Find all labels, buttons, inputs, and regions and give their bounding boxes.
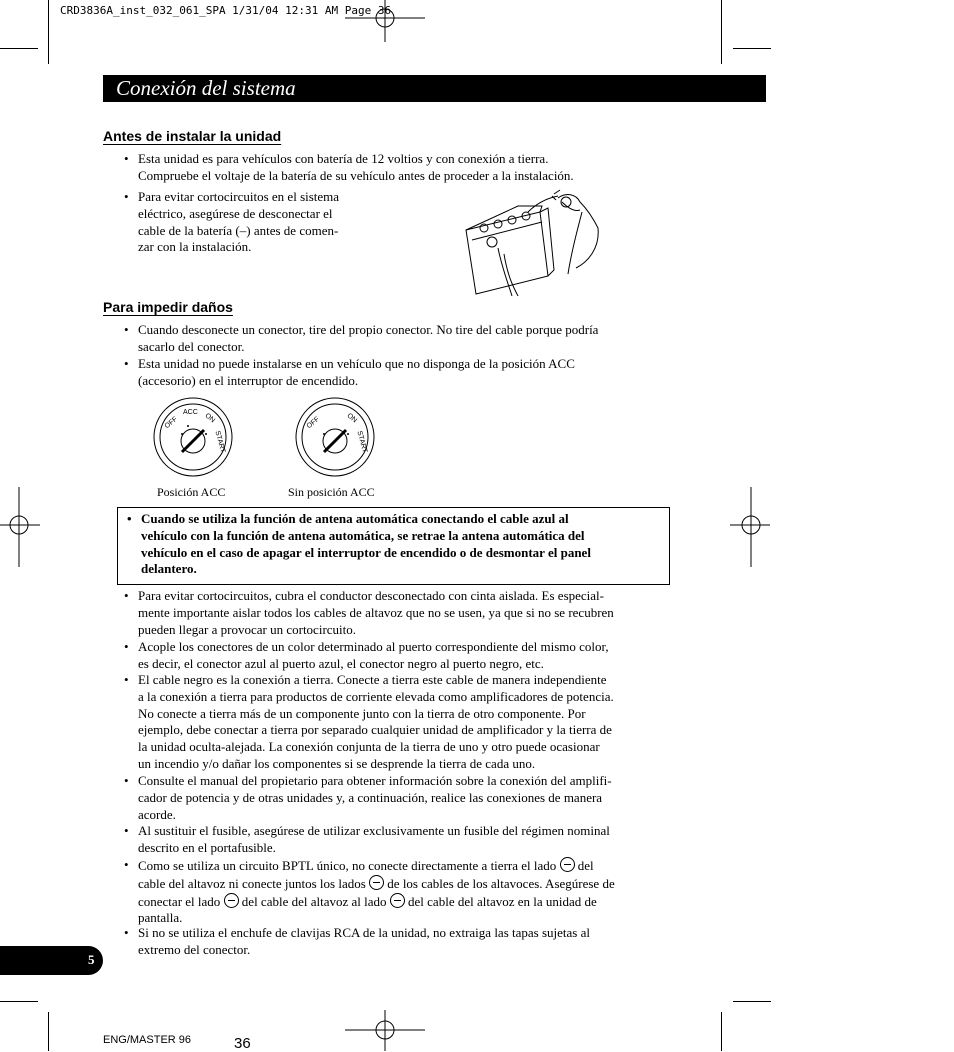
caption-acc: Posición ACC	[157, 485, 226, 499]
list-item	[124, 189, 384, 259]
minus-terminal-icon	[560, 857, 575, 872]
crop-mark	[721, 1012, 722, 1051]
list-item	[124, 588, 684, 640]
list-item-text: Para evitar cortocircuitos, cubra el conductor desconectado con cinta aislada. Es especial- mente importante aislar todos los cables de altavoz que no se usen, ya que si no se recubren pueden llegar a provocar un cortocircuito.	[138, 588, 614, 637]
list-item-text: Cuando desconecte un conector, tire del propio conector. No tire del cable porque podría sacarlo del conector.	[138, 322, 599, 354]
page-number: 36	[234, 1035, 251, 1052]
switch-label: ON	[203, 412, 216, 425]
crop-mark	[733, 1001, 771, 1002]
battery-illustration	[458, 188, 608, 298]
bullet-dot: •	[124, 356, 129, 371]
registration-mark-bottom	[345, 1010, 425, 1051]
list-item-text: Esta unidad no puede instalarse en un vehículo que no disponga de la posición ACC (accesorio) en el interruptor de encendido.	[138, 356, 575, 388]
list-item-text: Consulte el manual del propietario para obtener información sobre la conexión del amplifi- cador de potencia y de otras unidades y, a continuación, realice las conexiones de manera acorde.	[138, 773, 612, 822]
bullet-dot: •	[124, 823, 129, 838]
crop-mark	[48, 1012, 49, 1051]
caption-no-acc: Sin posición ACC	[288, 485, 375, 499]
page-title: Conexión del sistema	[116, 76, 296, 100]
bullet-dot: •	[124, 925, 129, 940]
list-item	[124, 672, 684, 774]
switch-label: ON	[345, 412, 358, 425]
list-item-text: El cable negro es la conexión a tierra. Conecte a tierra este cable de manera independiente a la conexión a tierra para productos de corriente elevada como amplificadores de potencia. No conecte a tierra más de un componente junto con la tierra de otro componente. Por ejemplo, debe conectar a tierra por separado cualquier unidad de amplificador y la tierra de la unidad oculta-alejada. La conexión conjunta de la tierra de uno y otro puede ocasionar un incendio y/o dañar los componentes si se desprende la tierra de cada uno.	[138, 672, 614, 771]
warning-text: Cuando se utiliza la función de antena automática conectando el cable azul al vehículo con la función de antena automática, se retrae la antena automática del vehículo en el caso de apagar el interruptor de encendido o de desmontar el panel delantero.	[141, 511, 591, 577]
ignition-switch-acc-icon	[152, 396, 234, 478]
minus-terminal-icon	[390, 893, 405, 908]
crop-mark	[0, 1001, 38, 1002]
bullet-dot: •	[124, 588, 129, 603]
list-item	[124, 773, 684, 825]
switch-label: OFF	[305, 415, 321, 431]
bullet-dot: •	[124, 639, 129, 654]
section-number: 5	[88, 952, 95, 967]
bullet-dot: •	[124, 672, 129, 687]
bullet-dot: •	[124, 773, 129, 788]
footer-master: ENG/MASTER 96	[103, 1034, 192, 1046]
list-item	[124, 322, 684, 358]
switch-label: ACC	[183, 409, 198, 416]
minus-terminal-icon	[369, 875, 384, 890]
warning-item	[127, 511, 667, 581]
crop-mark	[48, 0, 49, 64]
section-heading-damage: Para impedir daños	[103, 299, 233, 315]
list-item-text: Como se utiliza un circuito BPTL único, no conecte directamente a tierra el lado del cable del altavoz ni conecte juntos los lados de los cables de los altavoces. Asegúrese de conectar el lado del cable del altavoz al lado del cable del altavoz en la unidad de pantalla.	[138, 858, 615, 926]
registration-mark-right	[730, 487, 770, 567]
list-item	[124, 925, 684, 961]
list-item-text: Esta unidad es para vehículos con batería de 12 voltios y con conexión a tierra. Compruebe el voltaje de la batería de su vehículo antes de proceder a la instalación.	[138, 151, 574, 183]
ignition-switch-no-acc-icon	[294, 396, 376, 478]
print-slug: CRD3836A_inst_032_061_SPA 1/31/04 12:31 AM Page 36	[60, 4, 392, 17]
switch-label: OFF	[163, 415, 179, 431]
minus-terminal-icon	[224, 893, 239, 908]
list-item-text: Acople los conectores de un color determinado al puerto correspondiente del mismo color, es decir, el conector azul al puerto azul, el conector negro al puerto negro, etc.	[138, 639, 609, 671]
bullet-dot: •	[127, 511, 132, 526]
section-heading-install: Antes de instalar la unidad	[103, 128, 282, 144]
list-item-text: Si no se utiliza el enchufe de clavijas RCA de la unidad, no extraiga las tapas sujetas al extremo del conector.	[138, 925, 590, 957]
list-item	[124, 356, 684, 392]
list-item-bptl	[124, 857, 684, 927]
bullet-dot: •	[124, 151, 129, 166]
registration-mark-left	[0, 487, 40, 567]
list-item	[124, 151, 684, 187]
list-item	[124, 639, 684, 675]
crop-mark	[721, 0, 722, 64]
bullet-dot: •	[124, 189, 129, 204]
switch-label: START	[355, 430, 369, 454]
list-item-text: Para evitar cortocircuitos en el sistema eléctrico, asegúrese de desconectar el cable de la batería (–) antes de comen- zar con la instalación.	[138, 189, 340, 255]
bullet-dot: •	[124, 857, 129, 872]
bullet-dot: •	[124, 322, 129, 337]
list-item	[124, 823, 684, 859]
list-item-text: Al sustituir el fusible, asegúrese de utilizar exclusivamente un fusible del régimen nominal descrito en el portafusible.	[138, 823, 610, 855]
crop-mark	[733, 48, 771, 49]
crop-mark	[0, 48, 38, 49]
switch-label: START	[213, 430, 227, 454]
